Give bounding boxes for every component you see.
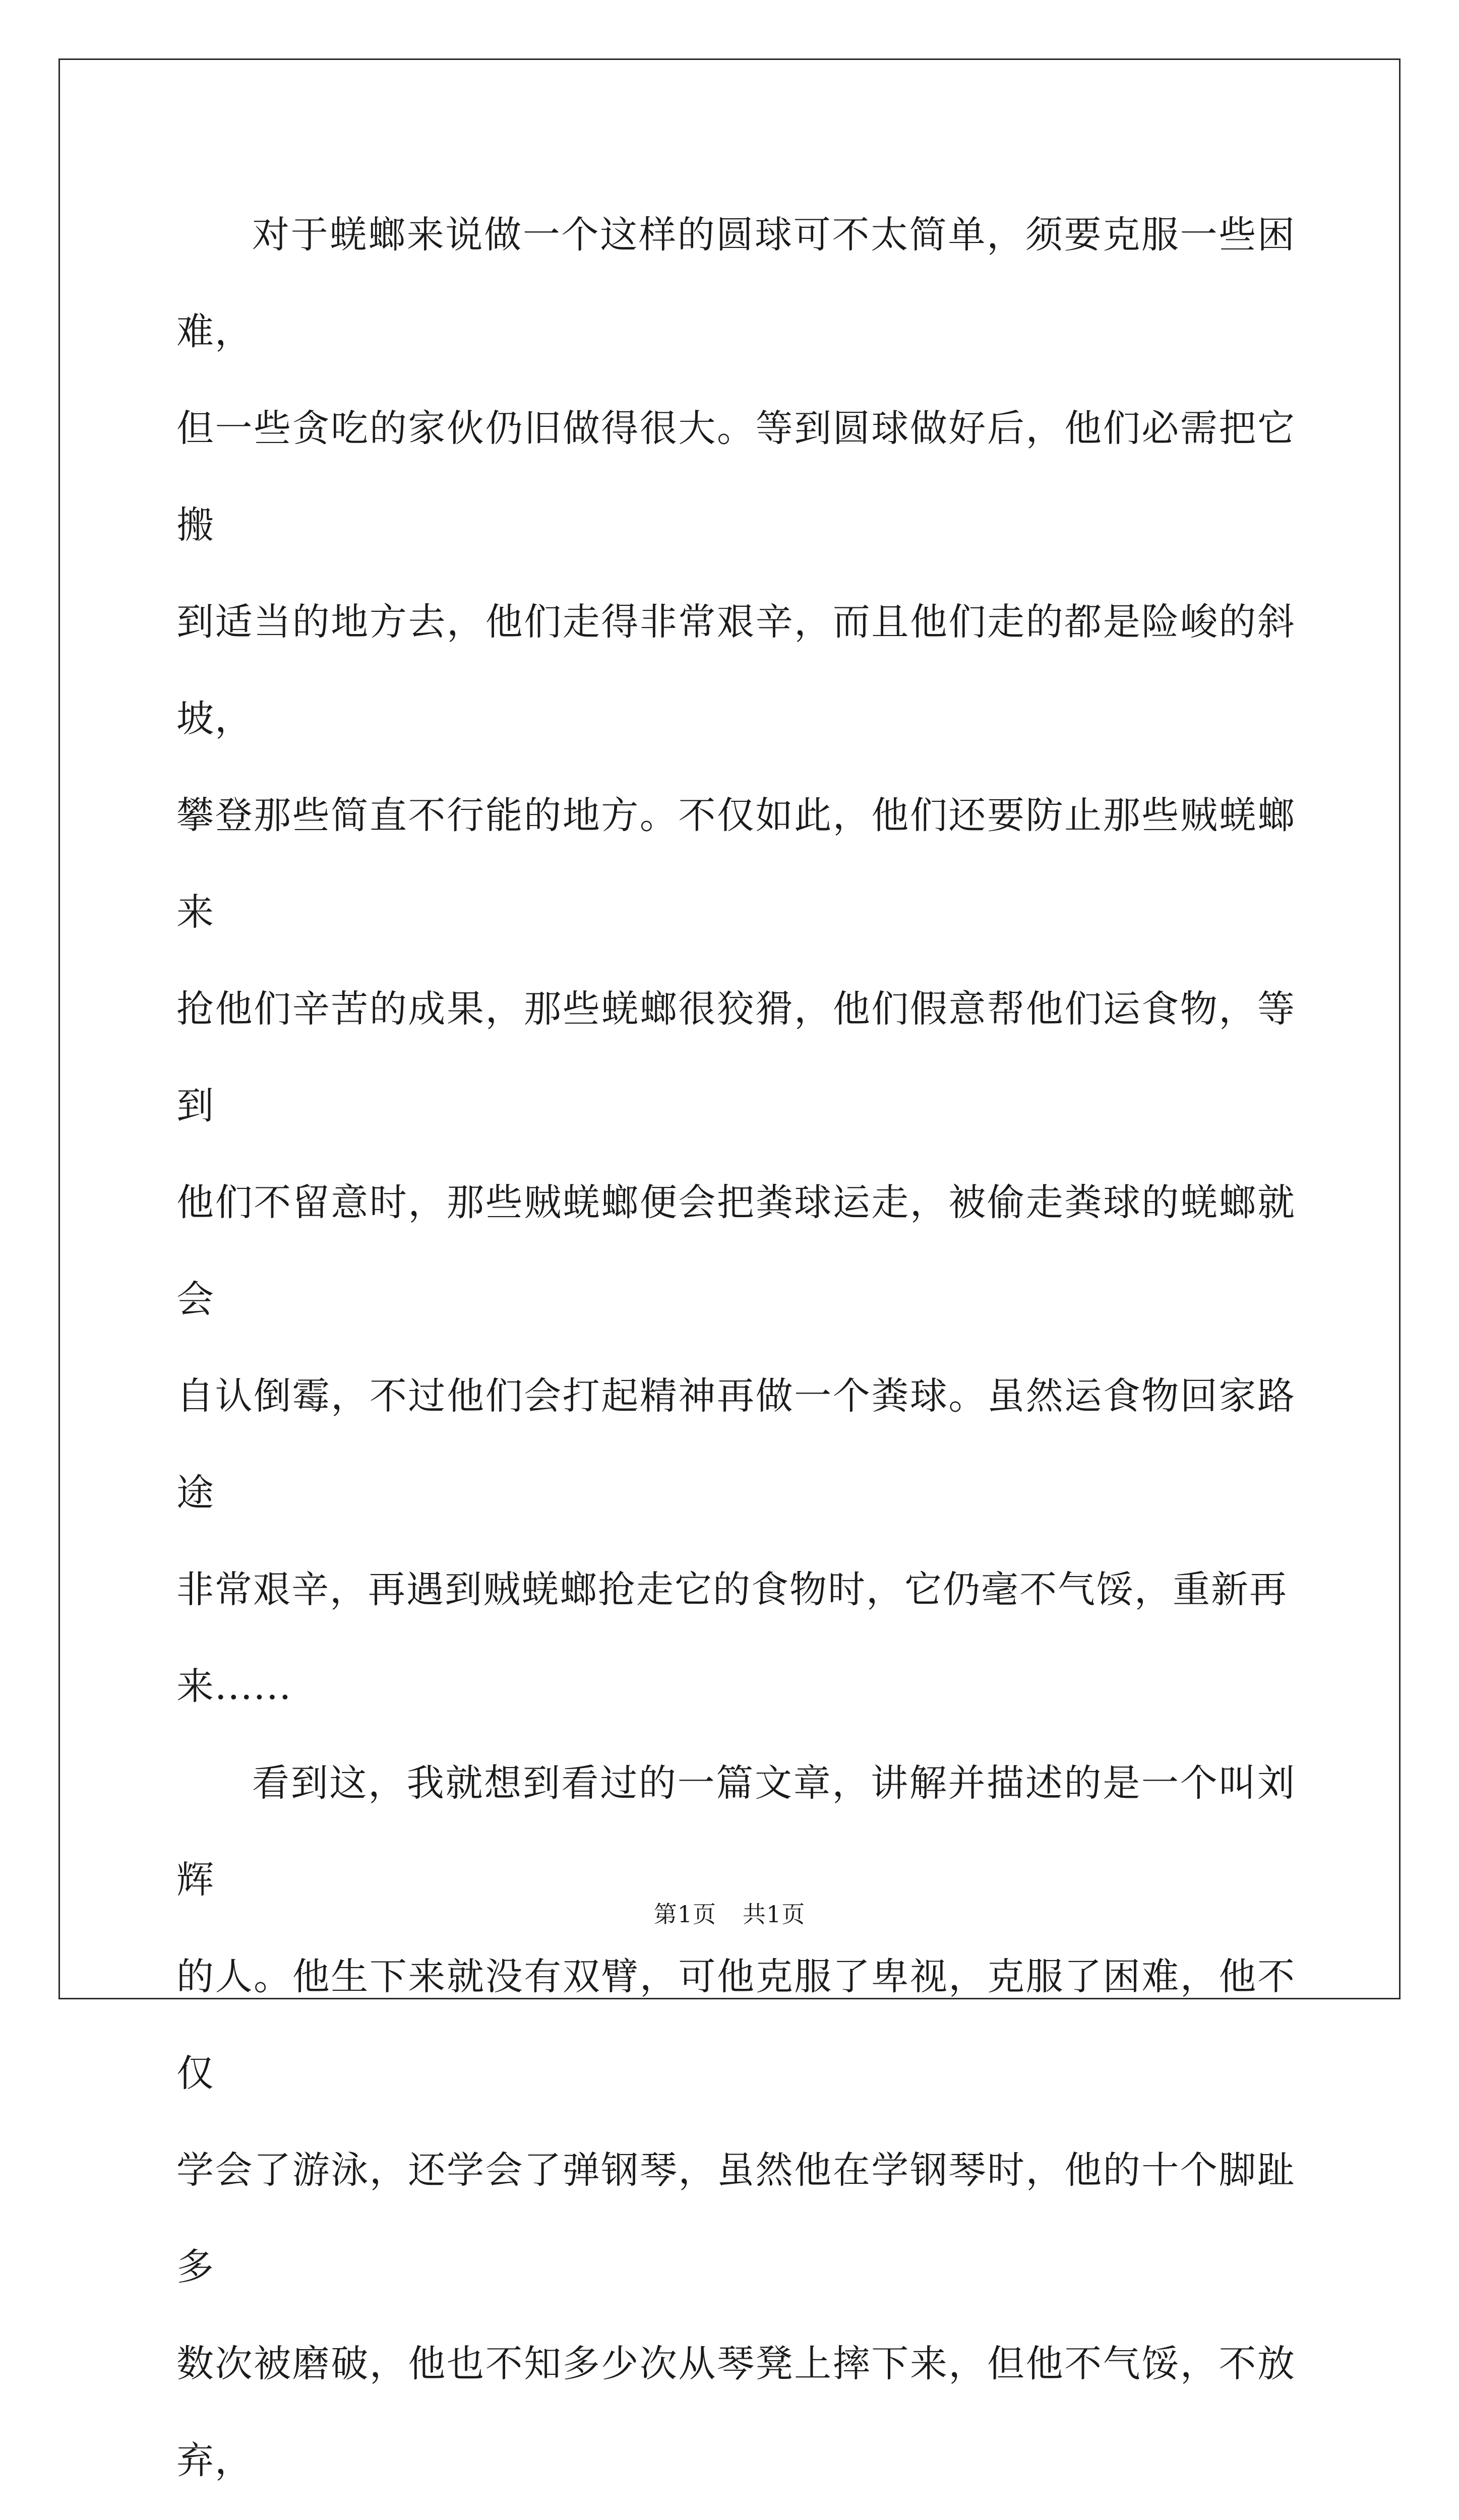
body-line: 非常艰辛，再遇到贼蜣螂抢走它的食物时，它仍毫不气馁，重新再 xyxy=(176,1568,1288,1611)
body-line: 看到这，我就想到看过的一篇文章，讲解并描述的是一个叫刘辉 xyxy=(176,1761,1296,1902)
body-line: 自认倒霉，不过他们会打起精神再做一个粪球。虽然运食物回家路途 xyxy=(176,1374,1296,1515)
document-body xyxy=(176,186,1296,2520)
body-line: 数次被磨破，他也不知多少次从琴凳上摔下来，但他不气馁，不放弃， xyxy=(176,2342,1296,2482)
page-total: 共1页 xyxy=(743,1901,806,1928)
page-number: 第1页 xyxy=(653,1901,716,1928)
body-line: 到适当的地方去，他们走得非常艰辛，而且他们走的都是险峻的斜坡， xyxy=(176,600,1296,740)
body-line: 学会了游泳，还学会了弹钢琴，虽然他在学钢琴时，他的十个脚趾多 xyxy=(176,2149,1296,2289)
body-line: 抢他们辛苦的成果，那些蜣螂很狡猾，他们假意帮他们运食物，等到 xyxy=(176,987,1296,1127)
page-footer xyxy=(0,1899,1459,1929)
body-line: 但一些贪吃的家伙仍旧做得很大。等到圆球做好后，他们必需把它搬 xyxy=(176,407,1296,547)
body-line: 的人。他生下来就没有双臂，可他克服了卑视，克服了困难，他不仅 xyxy=(176,1955,1296,2095)
body-line: 对于蜣螂来说做一个这样的圆球可不太简单，须要克服一些困难， xyxy=(176,213,1296,353)
body-line: 攀登那些简直不行能的地方。不仅如此，他们还要防止那些贼蜣螂来 xyxy=(176,794,1296,934)
body-line xyxy=(176,2509,1296,2520)
body-line: 来...... xyxy=(176,1665,292,1708)
body-line: 他们不留意时，那些贼蜣螂便会把粪球运走，被偷走粪球的蜣螂就会 xyxy=(176,1181,1296,1321)
